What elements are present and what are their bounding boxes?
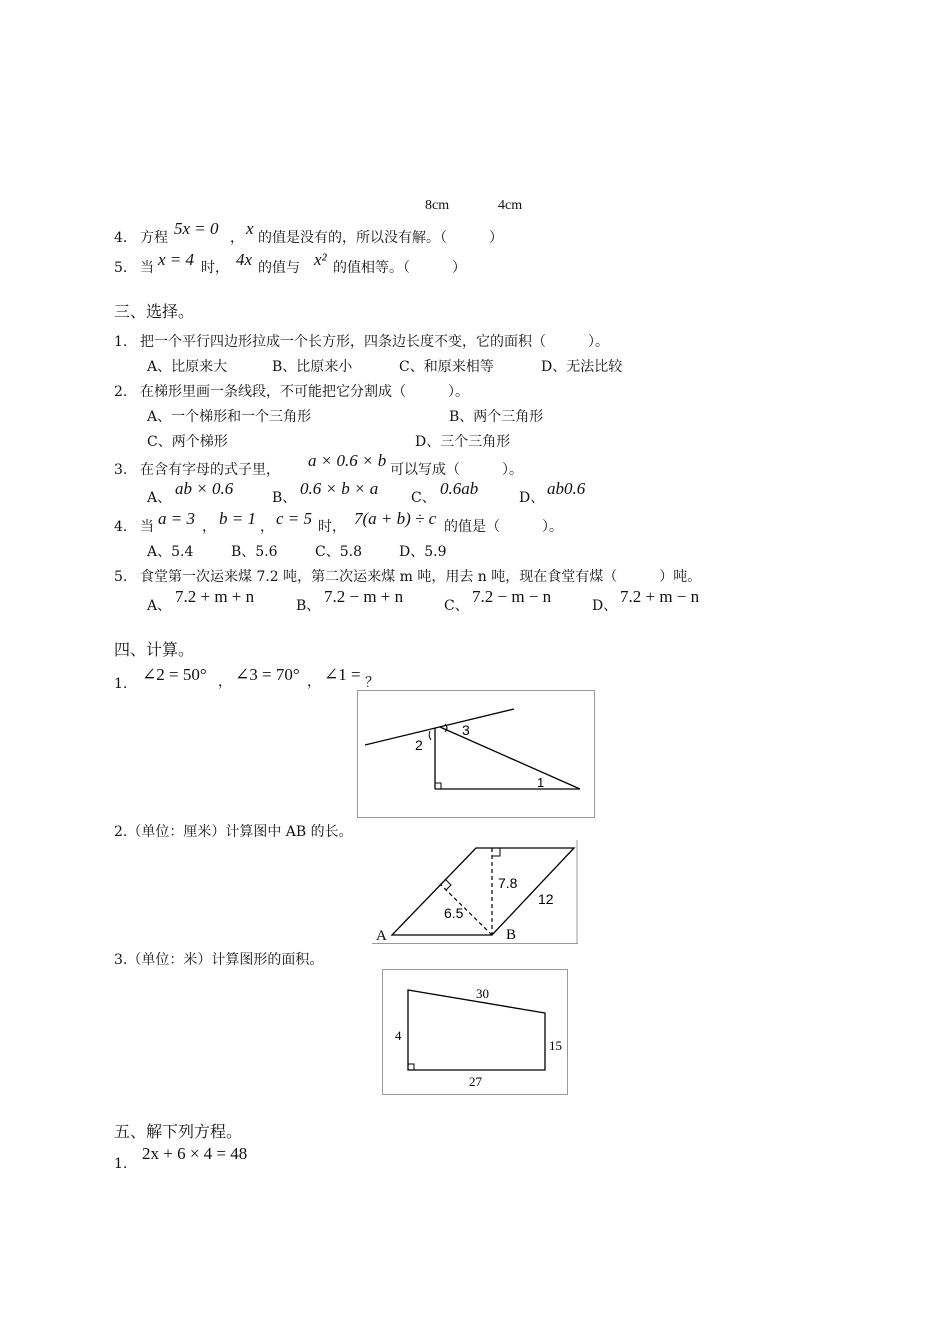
calc-question-3: 3.（单位：米）计算图形的面积。	[114, 952, 324, 968]
angle-1-query: ∠1 =	[324, 665, 361, 684]
question-text: 的值是没有的，所以没有解。（ ）	[258, 230, 503, 246]
expression: a × 0.6 × b	[308, 451, 387, 470]
option-d: D、三个三角形	[415, 434, 511, 450]
option-a: A、一个梯形和一个三角形	[147, 409, 312, 425]
question-text: ，	[230, 230, 244, 246]
condition: x = 4	[158, 250, 195, 269]
angle-figure	[357, 690, 595, 818]
option-c-letter: C、	[444, 598, 469, 614]
angle-2-label: 2	[415, 737, 423, 753]
option-b: B、比原来小	[272, 359, 353, 375]
height-label: 7.8	[498, 875, 518, 891]
option-b: 7.2 − m + n	[324, 587, 404, 606]
option-b-letter: B、	[272, 490, 297, 506]
top-side-label: 30	[476, 986, 489, 1001]
condition-c: c = 5	[276, 509, 313, 528]
option-b-letter: B、	[296, 598, 321, 614]
question-number: 4.	[114, 230, 128, 246]
length-label-4cm: 4cm	[498, 198, 523, 213]
option-b: B、5.6	[231, 544, 278, 560]
question-number: 5.	[114, 569, 128, 585]
separator: ，	[307, 674, 321, 690]
option-d: D、无法比较	[541, 359, 623, 375]
question-text: 可以写成（ ）。	[390, 462, 523, 478]
right-angle-mark-side	[445, 879, 451, 890]
option-d-letter: D、	[519, 490, 545, 506]
option-a-letter: A、	[147, 490, 172, 506]
right-angle-mark	[435, 783, 441, 789]
calc-question-2: 2.（单位：厘米）计算图中 AB 的长。	[114, 824, 353, 840]
right-angle-mark-top	[492, 848, 500, 856]
angle-3-value: ∠3 = 70°	[235, 665, 300, 684]
right-side-label: 15	[549, 1038, 562, 1053]
option-b: 0.6 × b × a	[300, 479, 379, 498]
option-b: B、两个三角形	[449, 409, 544, 425]
option-a: 7.2 + m + n	[175, 587, 255, 606]
question-number: 1.	[114, 334, 128, 350]
equation: 2x + 6 × 4 = 48	[142, 1144, 248, 1163]
question-text: 在梯形里画一条线段，不可能把它分割成（ ）。	[140, 384, 469, 400]
section-title-equations: 五、解下列方程。	[114, 1122, 243, 1141]
right-angle-mark	[408, 1064, 414, 1070]
perpendicular-label: 6.5	[444, 905, 464, 921]
hypotenuse	[440, 727, 580, 789]
question-number: 2.	[114, 384, 128, 400]
side-label: 12	[538, 891, 554, 907]
question-number: 1.	[114, 1156, 128, 1172]
question-mark: ？	[365, 675, 379, 691]
question-text: 的值是（ ）。	[444, 519, 563, 535]
angle-2-arc	[429, 731, 431, 740]
expression: x²	[314, 250, 327, 269]
bottom-side-label: 27	[469, 1074, 482, 1089]
question-number: 3.	[114, 462, 128, 478]
expression: 4x	[236, 250, 253, 269]
option-a: ab × 0.6	[175, 479, 234, 498]
option-d-letter: D、	[592, 598, 618, 614]
left-side-label: 4	[395, 1028, 402, 1043]
section-title-choice: 三、选择。	[114, 302, 195, 321]
length-label-8cm: 8cm	[425, 198, 450, 213]
point-a-label: A	[376, 928, 387, 944]
option-a: A、比原来大	[147, 359, 228, 375]
option-d: D、5.9	[399, 544, 447, 560]
question-text: 当	[140, 519, 154, 535]
angle-3-label: 3	[462, 722, 470, 738]
option-c-letter: C、	[411, 490, 436, 506]
question-number: 1.	[114, 676, 128, 692]
option-d: ab0.6	[547, 479, 586, 498]
option-a-letter: A、	[147, 598, 172, 614]
variable: x	[246, 219, 254, 238]
question-text: 食堂第一次运来煤 7.2 吨，第二次运来煤 m 吨，用去 n 吨，现在食堂有煤（ ）吨。	[140, 569, 702, 585]
expression: 7(a + b) ÷ c	[354, 509, 437, 528]
separator: ，	[218, 674, 232, 690]
separator: ，	[202, 519, 216, 535]
point-b-label: B	[506, 927, 517, 943]
angle-2-value: ∠2 = 50°	[142, 665, 207, 684]
equation: 5x = 0	[174, 219, 219, 238]
condition-a: a = 3	[158, 509, 195, 528]
question-number: 5.	[114, 260, 128, 276]
question-text: 时，	[318, 519, 346, 535]
question-text: 把一个平行四边形拉成一个长方形，四条边长度不变，它的面积（ ）。	[140, 334, 609, 350]
option-c: C、和原来相等	[399, 359, 494, 375]
option-c: 7.2 − m − n	[472, 587, 552, 606]
option-a: A、5.4	[147, 544, 194, 560]
question-text: 的值与	[258, 260, 300, 276]
parallelogram-figure	[372, 840, 578, 944]
condition-b: b = 1	[219, 509, 256, 528]
question-number: 4.	[114, 519, 128, 535]
figure-border	[358, 691, 595, 818]
question-text: 在含有字母的式子里，	[140, 462, 280, 478]
trapezoid	[408, 990, 545, 1070]
angle-1-label: 1	[537, 775, 545, 790]
question-text: 当	[140, 260, 154, 276]
question-text: 时，	[201, 260, 229, 276]
option-c: C、两个梯形	[147, 434, 228, 450]
question-text: 方程	[140, 230, 168, 246]
trapezoid-figure	[382, 969, 568, 1095]
option-c: 0.6ab	[440, 479, 479, 498]
question-text: 的值相等。（ ）	[333, 260, 466, 276]
straight-line	[365, 709, 514, 745]
section-title-calc: 四、计算。	[114, 640, 195, 659]
option-c: C、5.8	[315, 544, 362, 560]
option-d: 7.2 + m − n	[620, 587, 700, 606]
separator: ，	[260, 519, 274, 535]
